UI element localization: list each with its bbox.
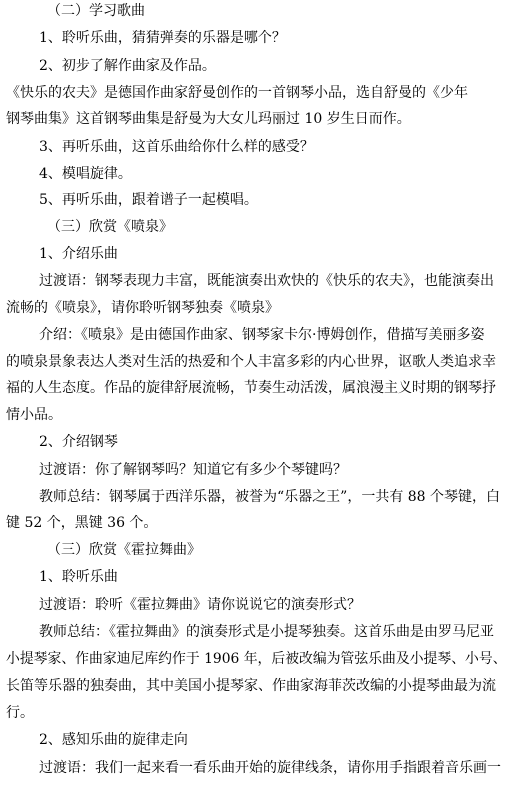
intro-fountain-line4: 情小品。: [6, 407, 62, 423]
summary-hora-line3: 长笛等乐器的独奏曲，其中美国小提琴家、作曲家海菲茨改编的小提琴曲最为流: [6, 678, 496, 694]
summary-hora-line2: 小提琴家、作曲家迪尼库约作于 1906 年，后被改编为管弦乐曲及小提琴、小号、: [6, 651, 507, 667]
section-heading-learn-song: （二）学习歌曲: [47, 3, 145, 19]
summary-hora-line1: 教师总结：《霍拉舞曲》的演奏形式是小提琴独奏。这首乐曲是由罗马尼亚: [39, 624, 494, 640]
paragraph-happy-farmer-line1: 《快乐的农夫》是德国作曲家舒曼创作的一首钢琴小品，选自舒曼的《少年: [6, 85, 468, 101]
transition-piano-question: 过渡语：你了解钢琴吗？知道它有多少个琴键吗？: [39, 462, 347, 478]
transition-fountain-line2: 流畅的《喷泉》，请你聆听钢琴独奏《喷泉》: [6, 300, 279, 316]
transition-melody-line1: 过渡语：我们一起来看一看乐曲开始的旋律线条，请你用手指跟着音乐画一: [39, 760, 501, 776]
paragraph-happy-farmer-line2: 钢琴曲集》这首钢琴曲集是舒曼为大女儿玛丽过 10 岁生日而作。: [6, 111, 411, 127]
intro-fountain-line2: 的喷泉景象表达人类对生活的热爱和个人丰富多彩的内心世界，讴歌人类追求幸: [6, 354, 496, 370]
step-listen-guess-instrument: 1、聆听乐曲，猜猜弹奏的乐器是哪个？: [39, 30, 286, 46]
step-introduce-piece: 1、介绍乐曲: [39, 246, 118, 262]
intro-fountain-line3: 福的人生态度。作品的旋律舒展流畅，节奏生动活泼，属浪漫主义时期的钢琴抒: [6, 380, 496, 396]
summary-piano-line2: 键 52 个，黑键 36 个。: [6, 515, 158, 531]
step-listen-again-feeling: 3、再听乐曲，这首乐曲给你什么样的感受？: [39, 139, 314, 155]
step-listen-hora: 1、聆听乐曲: [39, 569, 118, 585]
summary-piano-line1: 教师总结：钢琴属于西洋乐器，被誉为“乐器之王”，一共有 88 个琴键，白: [39, 489, 501, 505]
step-hum-melody: 4、模唱旋律。: [39, 166, 132, 182]
step-learn-composer: 2、初步了解作曲家及作品。: [39, 58, 216, 74]
section-heading-fountain: （三）欣赏《喷泉》: [47, 219, 173, 235]
transition-hora-question: 过渡语：聆听《霍拉舞曲》请你说说它的演奏形式？: [39, 597, 361, 613]
step-introduce-piano: 2、介绍钢琴: [39, 434, 118, 450]
step-perceive-melody: 2、感知乐曲的旋律走向: [39, 732, 188, 748]
summary-hora-line4: 行。: [6, 705, 34, 721]
transition-fountain-line1: 过渡语：钢琴表现力丰富，既能演奏出欢快的《快乐的农夫》，也能演奏出: [39, 273, 494, 289]
step-sing-along: 5、再听乐曲，跟着谱子一起模唱。: [39, 192, 258, 208]
intro-fountain-line1: 介绍：《喷泉》是由德国作曲家、钢琴家卡尔·博姆创作，借描写美丽多姿: [39, 327, 485, 343]
section-heading-hora: （三）欣赏《霍拉舞曲》: [47, 542, 201, 558]
